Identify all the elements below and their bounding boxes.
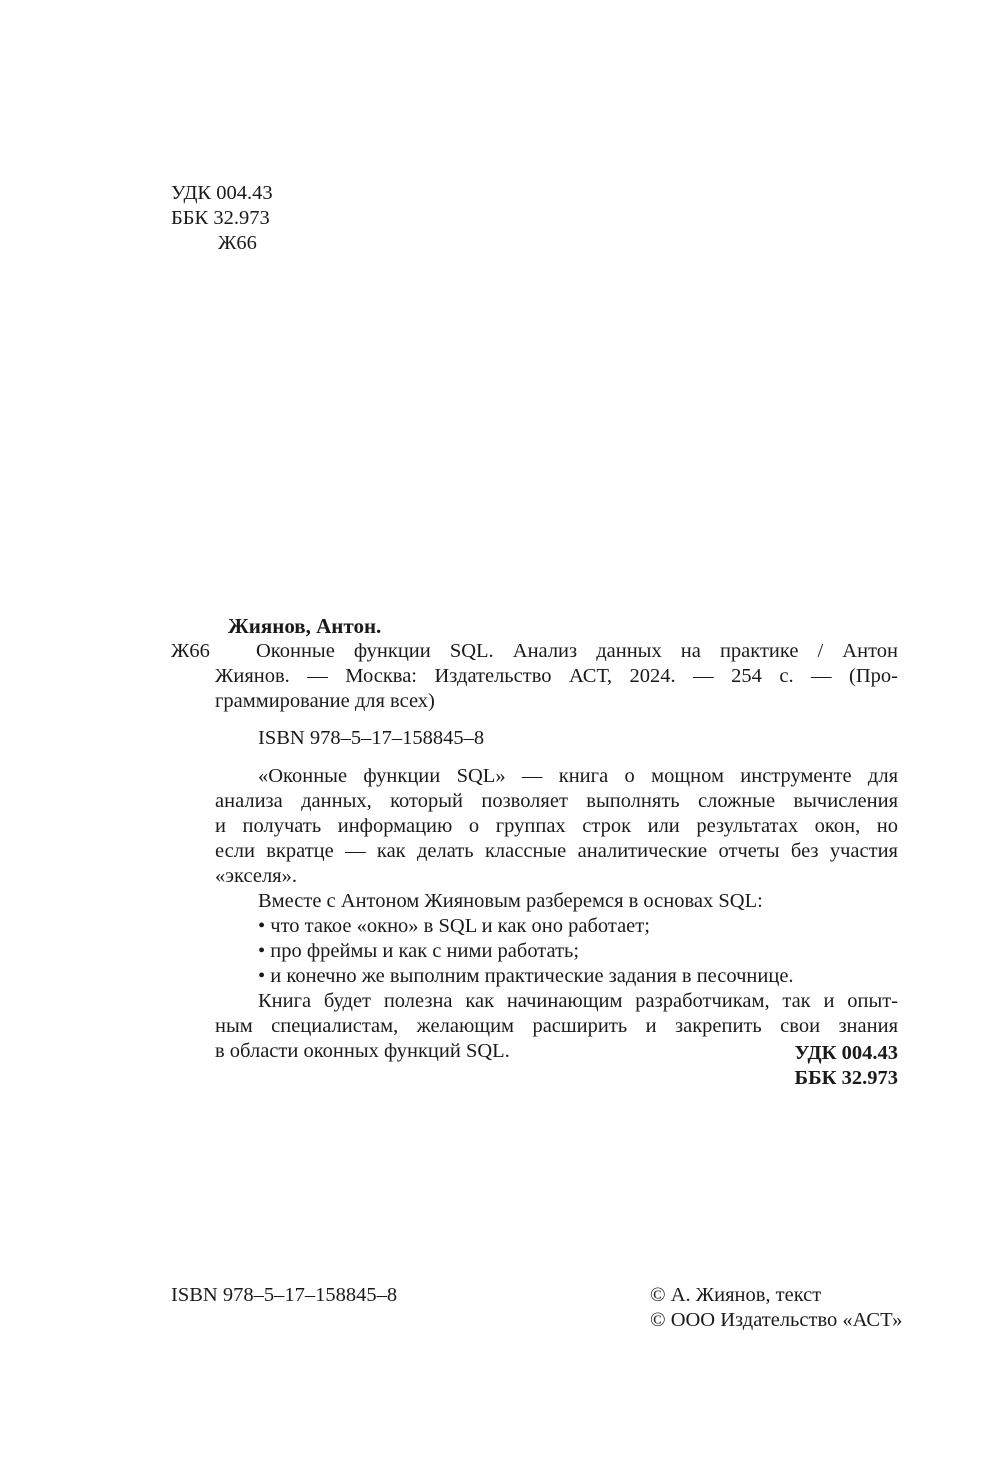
annotation-line: в области оконных функций SQL. bbox=[215, 1040, 510, 1062]
annotation bbox=[215, 764, 898, 1064]
copyright-publisher: © ООО Издательство «АСТ» bbox=[650, 1309, 903, 1331]
bbk-code: ББК 32.973 bbox=[171, 207, 270, 229]
annotation-line: Книга будет полезна как начинающим разработчикам, так и опыт- bbox=[258, 990, 898, 1012]
record-author-mark: Ж66 bbox=[171, 640, 210, 662]
annotation-line: «экселя». bbox=[215, 865, 297, 887]
annotation-line: анализа данных, который позволяет выполнять сложные вычисления bbox=[215, 790, 898, 812]
annotation-bullet: • и конечно же выполним практические задания в песочнице. bbox=[258, 965, 794, 987]
record-line: граммирование для всех) bbox=[215, 690, 435, 712]
annotation-line: «Оконные функции SQL» — книга о мощном инструменте для bbox=[258, 765, 898, 787]
copyright-block bbox=[650, 1283, 902, 1333]
annotation-bullet: • что такое «окно» в SQL и как оно работает; bbox=[258, 915, 650, 937]
classification-codes-bottom bbox=[700, 1041, 898, 1091]
annotation-line: и получать информацию о группах строк или результатах окон, но bbox=[215, 815, 898, 837]
record-isbn: ISBN 978–5–17–158845–8 bbox=[258, 727, 485, 749]
annotation-bullet: • про фреймы и как с ними работать; bbox=[258, 940, 580, 962]
udk-code: УДК 004.43 bbox=[171, 182, 273, 204]
record-author: Жиянов, Антон. bbox=[228, 614, 382, 638]
bibliographic-record bbox=[215, 639, 898, 714]
record-line: Жиянов. — Москва: Издательство АСТ, 2024. — 254 с. — (Про- bbox=[215, 665, 898, 687]
annotation-line: ным специалистам, желающим расширить и закрепить свои знания bbox=[215, 1015, 898, 1037]
footer-isbn: ISBN 978–5–17–158845–8 bbox=[171, 1284, 398, 1306]
copyright-author: © А. Жиянов, текст bbox=[650, 1284, 822, 1306]
author-mark: Ж66 bbox=[218, 232, 257, 254]
annotation-intro: Вместе с Антоном Жияновым разберемся в основах SQL: bbox=[258, 890, 763, 912]
annotation-line: если вкратце — как делать классные аналитические отчеты без участия bbox=[215, 840, 898, 862]
udk-code-bold: УДК 004.43 bbox=[794, 1042, 898, 1064]
record-line: Оконные функции SQL. Анализ данных на практике / Антон bbox=[256, 640, 898, 662]
classification-codes-top bbox=[171, 181, 273, 256]
bbk-code-bold: ББК 32.973 bbox=[794, 1067, 898, 1089]
